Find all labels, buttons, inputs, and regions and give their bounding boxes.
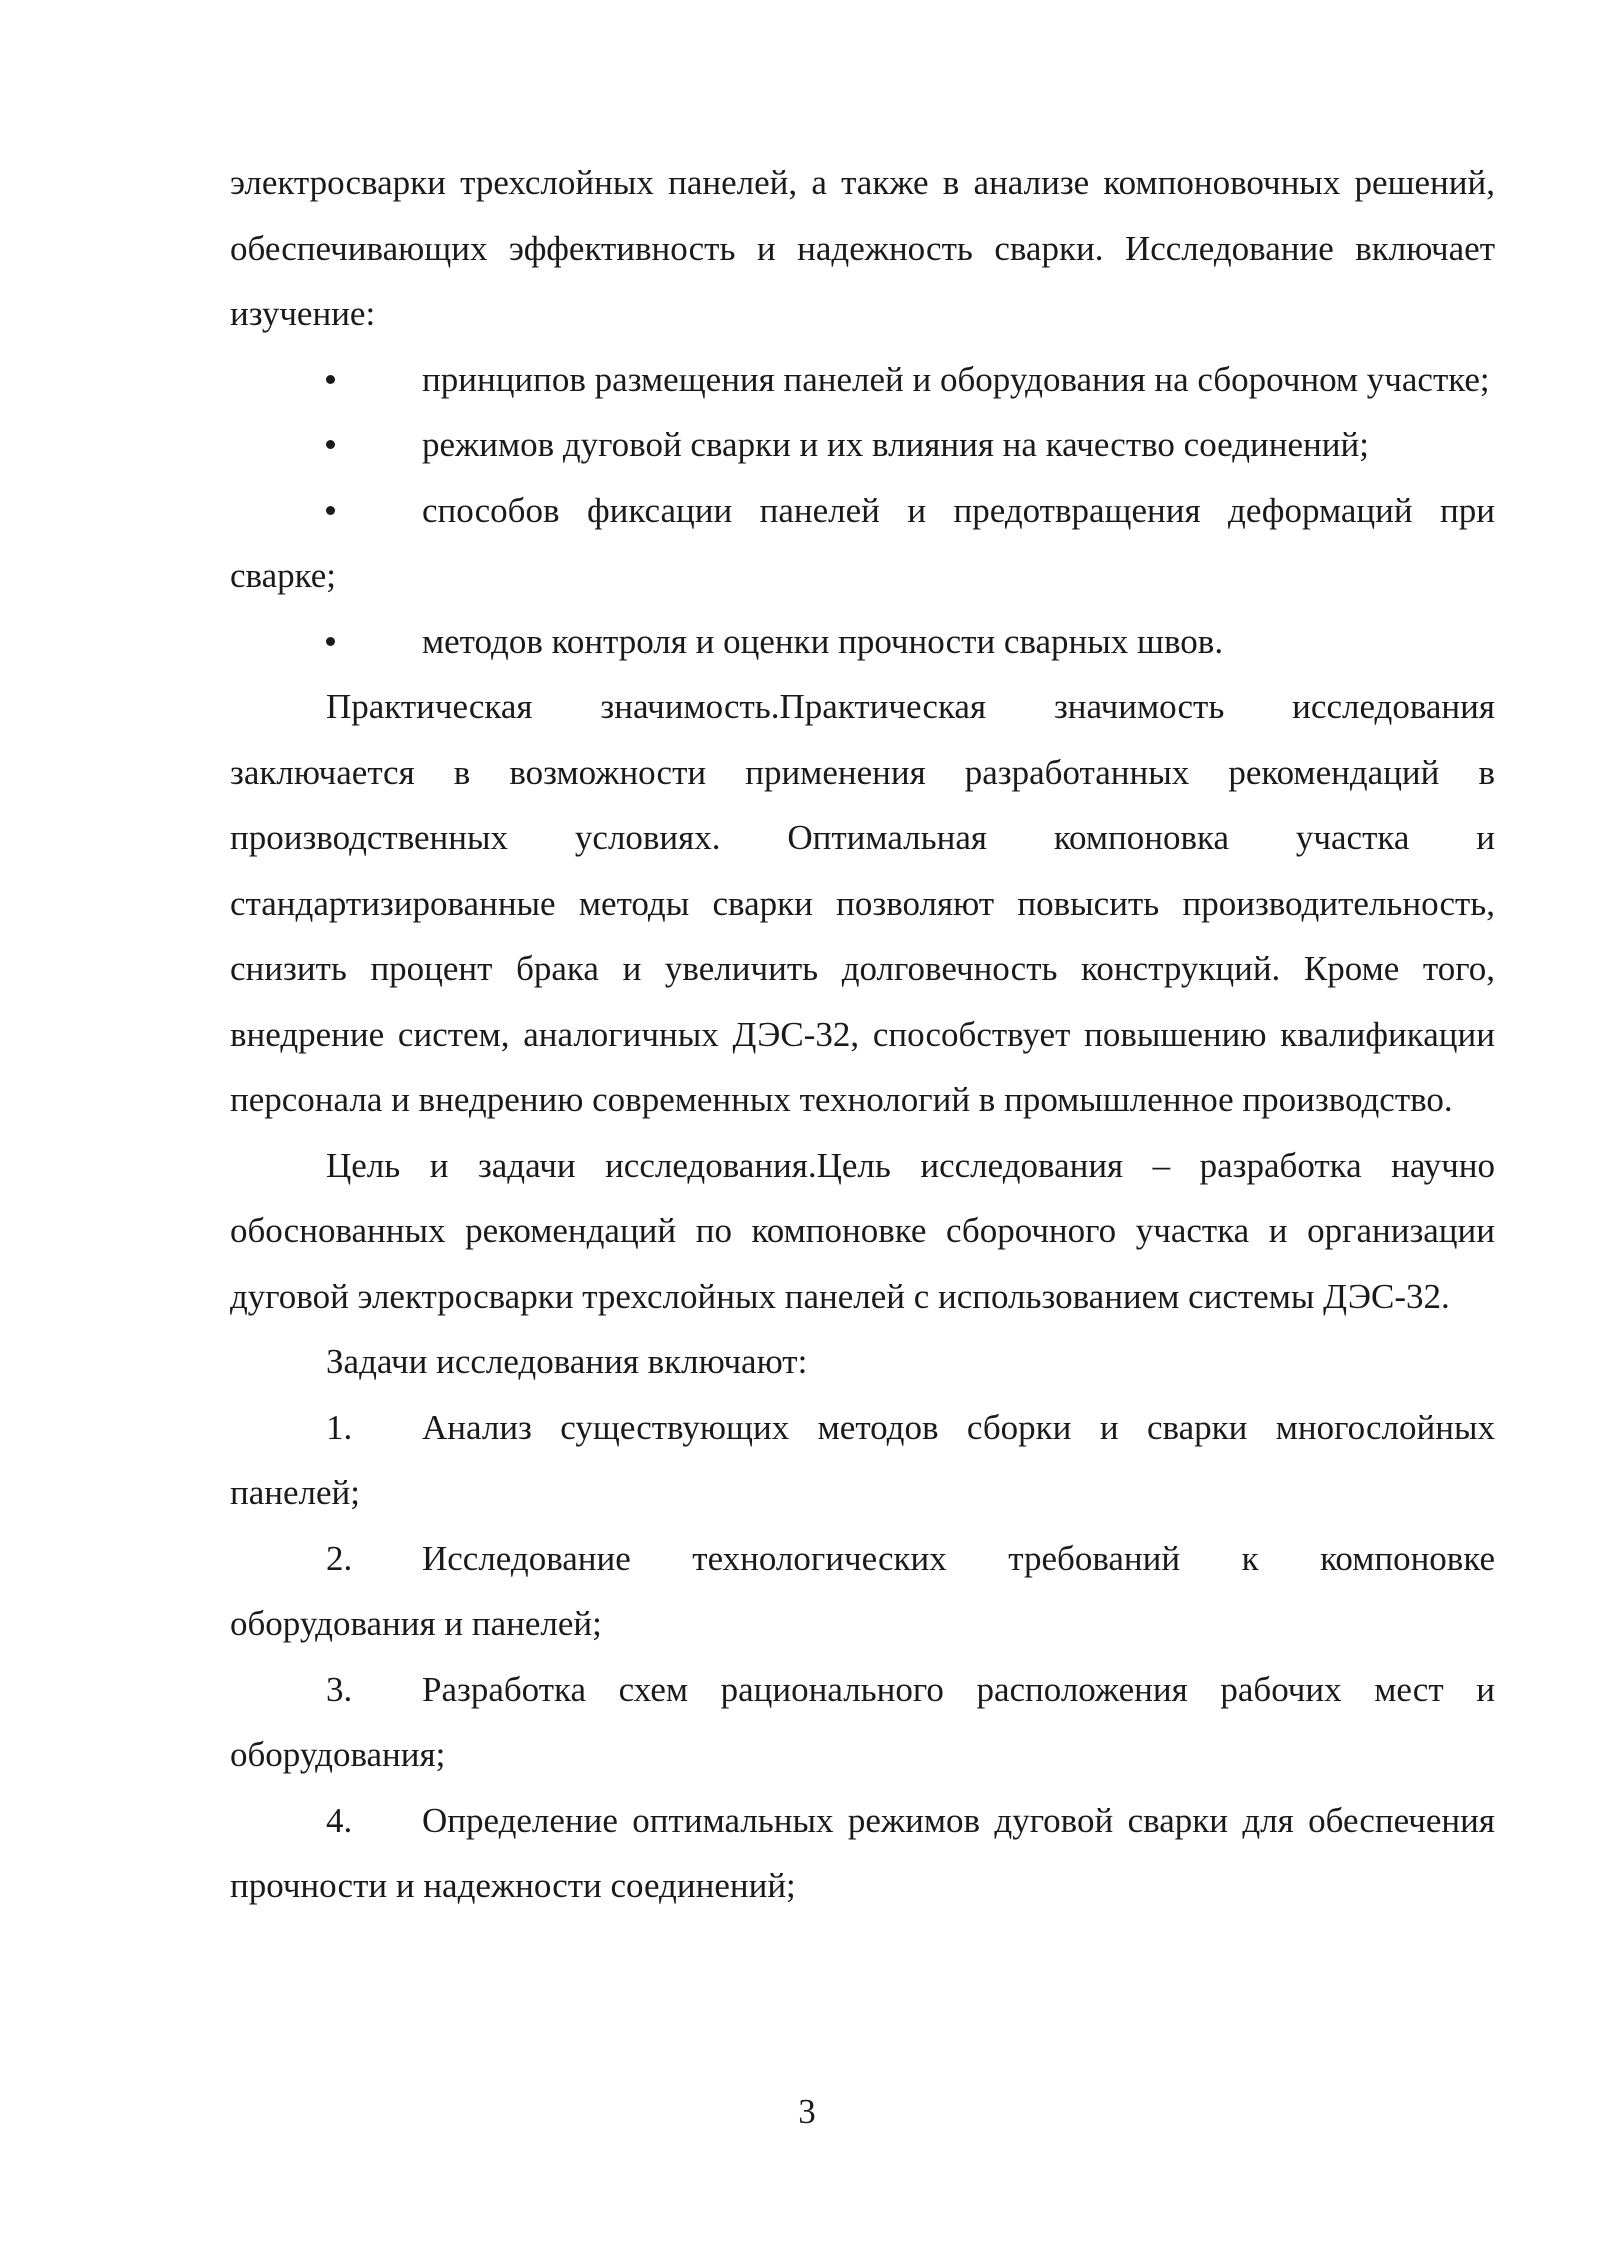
bullet-item xyxy=(230,347,1495,413)
task-number: 3. xyxy=(326,1669,353,1709)
bullet-icon xyxy=(326,478,422,544)
bullet-text: методов контроля и оценки прочности сварных швов. xyxy=(422,621,1224,661)
tasks-heading: Задачи исследования включают: xyxy=(326,1342,808,1381)
bullet-text: режимов дуговой сварки и их влияния на качество соединений; xyxy=(422,425,1369,464)
goal-paragraph: Цель и задачи исследования.Цель исследования – разработка научно обоснованных рекомендаций по компоновке сборочного участка и организации дуговой электросварки трехслойных панелей с использованием системы ДЭС-32. xyxy=(230,1145,1495,1316)
practical-significance-paragraph: Практическая значимость.Практическая значимость исследования заключается в возможности применения разработанных рекомендаций в производственных условиях. Оптимальная компоновка участка и стандартизированные методы сварки позволяют повысить производительность, снизить процент брака и увеличить долговечность конструкций. Кроме того, внедрение систем, аналогичных ДЭС-32, способствует повышению квалификации персонала и внедрению современных технологий в промышленное производство. xyxy=(230,687,1495,1119)
bullet-icon xyxy=(326,412,422,478)
bullet-icon xyxy=(326,609,422,675)
bullet-text: способов фиксации панелей и предотвращения деформаций при сварке; xyxy=(230,490,1495,595)
task-text: Определение оптимальных режимов дуговой сварки для обеспечения прочности и надежности соединений; xyxy=(230,1800,1495,1905)
task-number: 2. xyxy=(326,1538,353,1578)
bullet-icon xyxy=(326,347,422,413)
task-item xyxy=(230,1788,1495,1919)
bullet-item xyxy=(230,609,1495,675)
page-body xyxy=(230,150,1495,1919)
bullet-item xyxy=(230,412,1495,478)
task-item xyxy=(230,1526,1495,1657)
task-number: 4. xyxy=(326,1800,353,1840)
task-item xyxy=(230,1395,1495,1526)
page-number: 3 xyxy=(798,2092,816,2131)
task-text: Исследование технологических требований к компоновке оборудования и панелей; xyxy=(230,1538,1495,1643)
task-text: Разработка схем рационального расположения рабочих мест и оборудования; xyxy=(230,1669,1495,1774)
bullet-item xyxy=(230,478,1495,609)
task-text: Анализ существующих методов сборки и сварки многослойных панелей; xyxy=(230,1407,1495,1512)
task-number: 1. xyxy=(326,1407,353,1447)
task-item xyxy=(230,1657,1495,1788)
intro-paragraph: электросварки трехслойных панелей, а также в анализе компоновочных решений, обеспечивающих эффективность и надежность сварки. Исследование включает изучение: xyxy=(230,163,1495,333)
bullet-text: принципов размещения панелей и оборудования на сборочном участке; xyxy=(422,359,1490,399)
